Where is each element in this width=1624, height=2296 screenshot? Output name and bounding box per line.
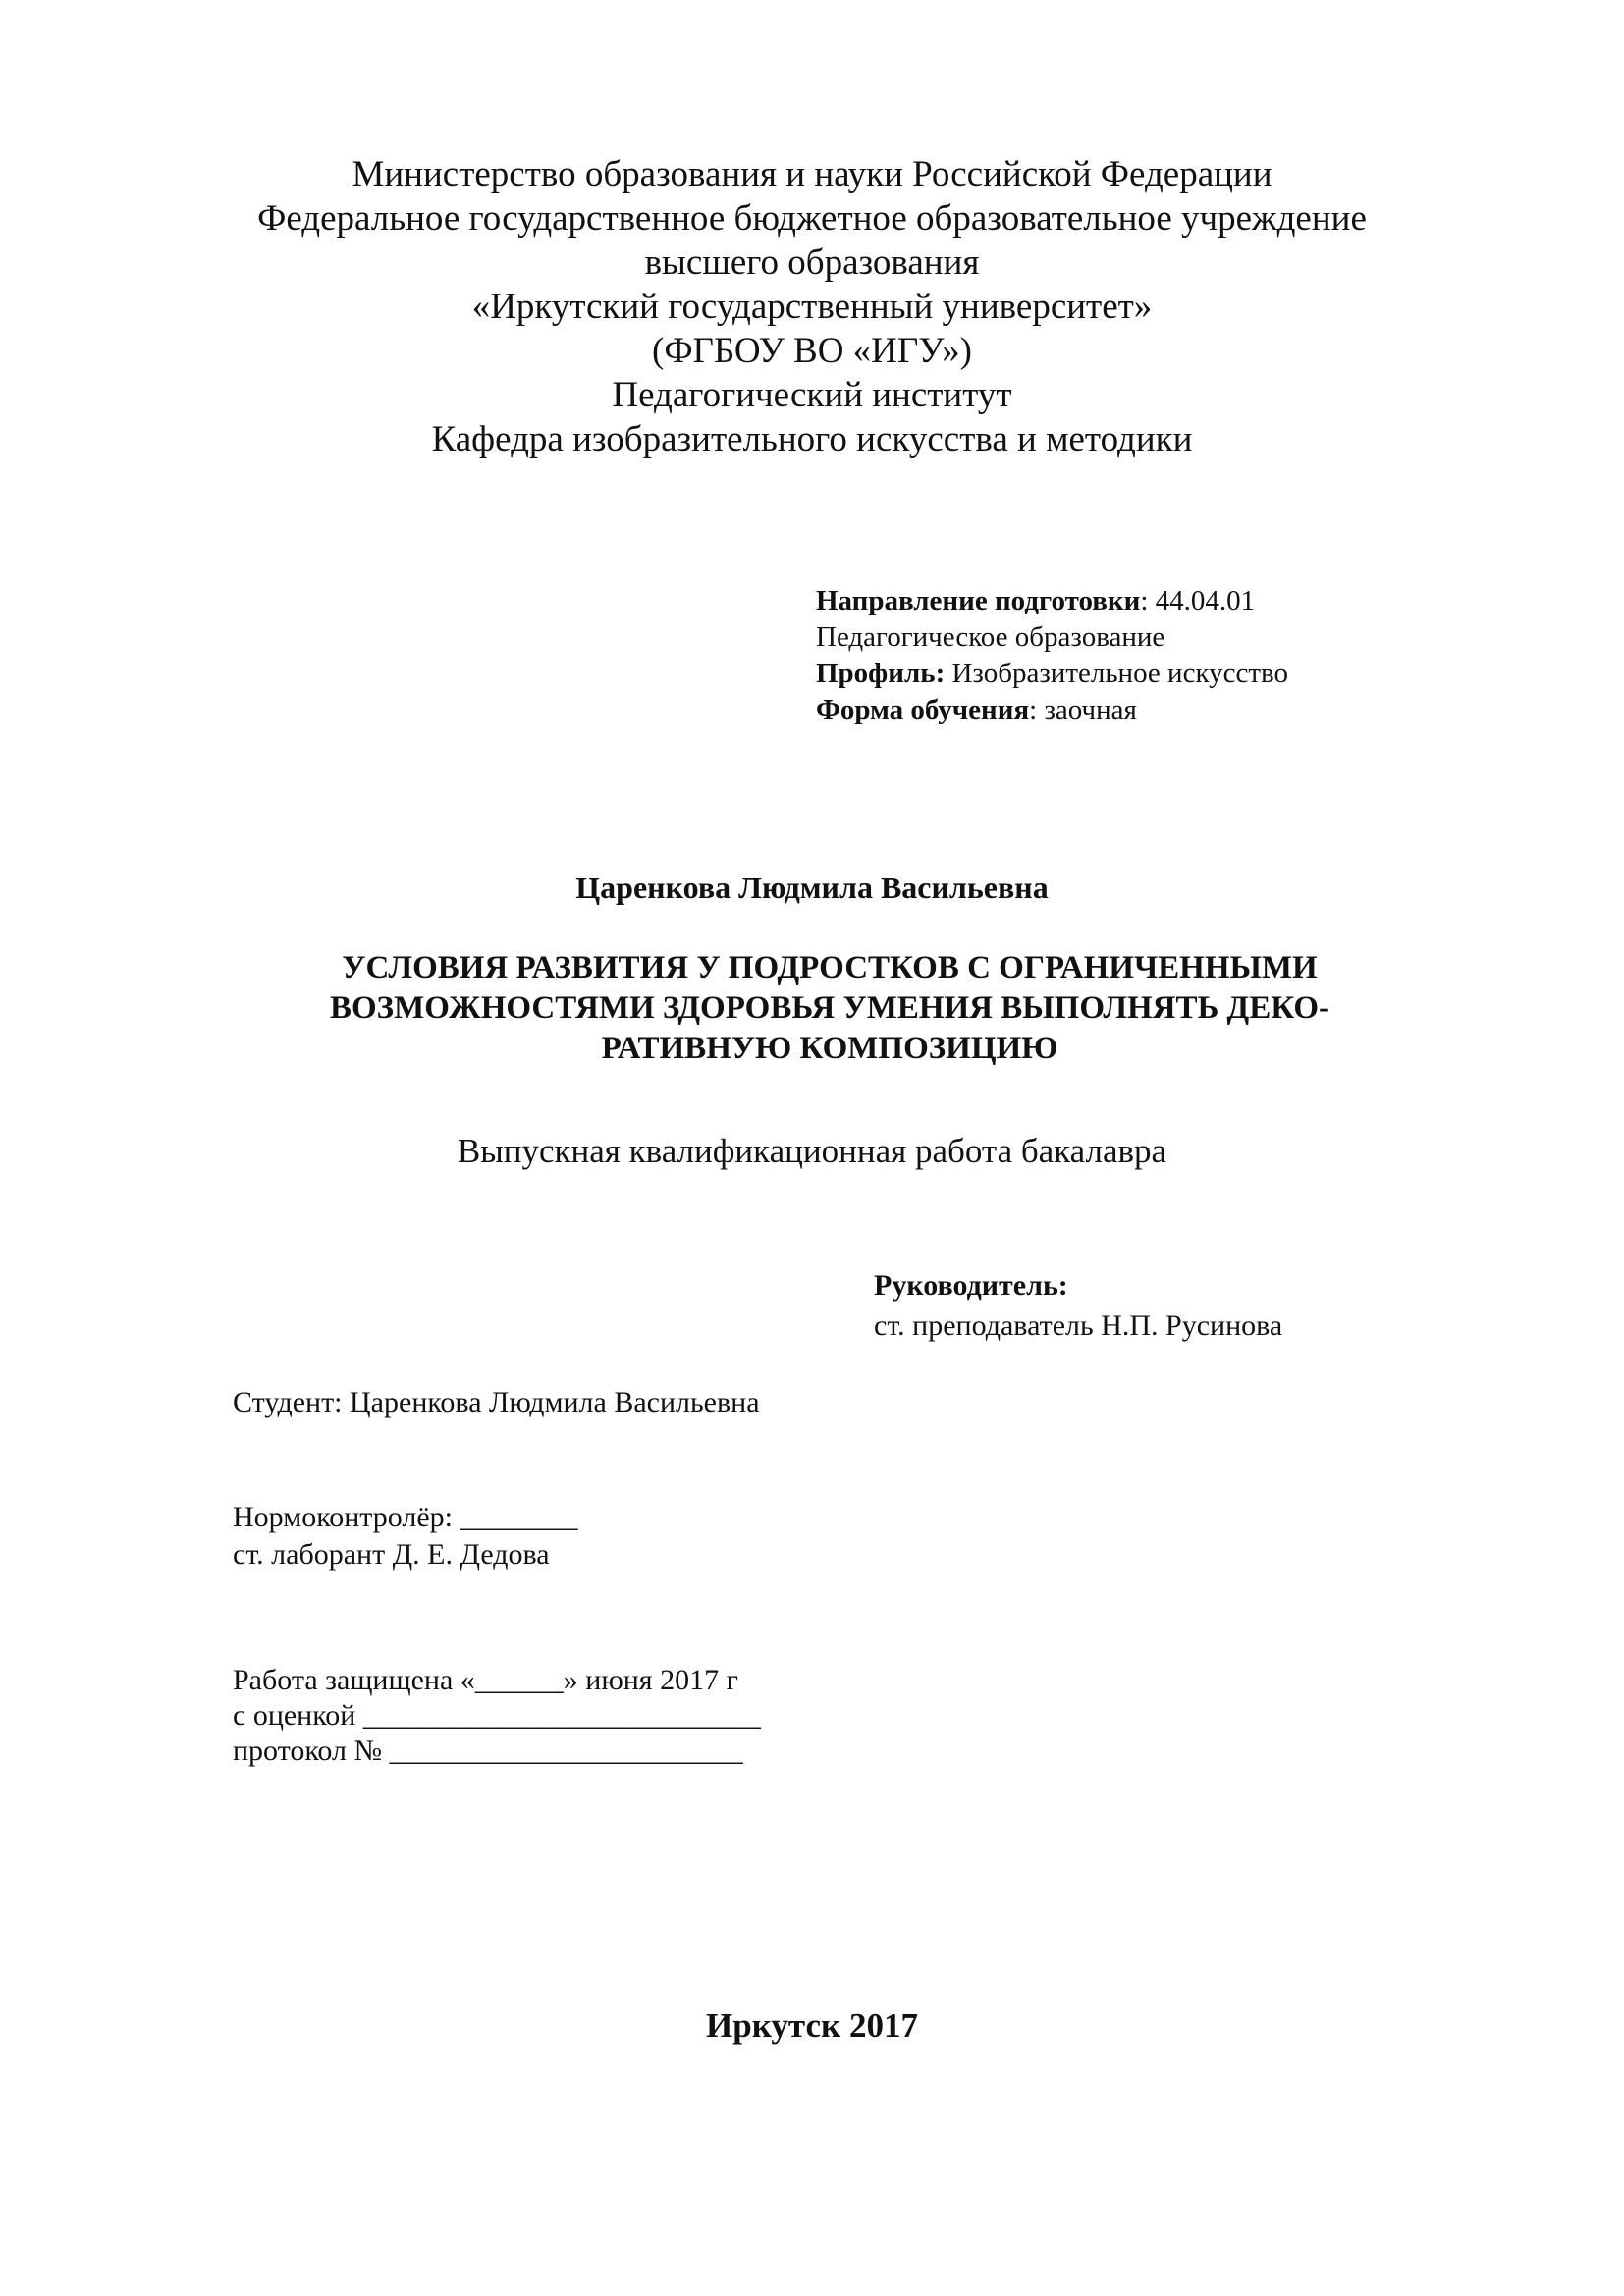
- defense-grade-line: с оценкой ___________________________: [233, 1699, 761, 1732]
- study-direction-block: [816, 583, 1288, 728]
- education-level-line: высшего образования: [644, 242, 980, 283]
- defense-date-line: Работа защищена «______» июня 2017 г: [233, 1664, 738, 1696]
- author-name: Царенкова Людмила Васильевна: [575, 870, 1049, 905]
- normocontrol-person: ст. лаборант Д. Е. Дедова: [233, 1538, 550, 1571]
- thesis-title-line: РАТИВНУЮ КОМПОЗИЦИЮ: [601, 1031, 1058, 1066]
- supervisor-label: Руководитель:: [874, 1269, 1068, 1302]
- city-year: Иркутск 2017: [706, 2006, 918, 2045]
- work-type: Выпускная квалификационная работа бакалавра: [457, 1132, 1167, 1170]
- thesis-title-line: ВОЗМОЖНОСТЯМИ ЗДОРОВЬЯ УМЕНИЯ ВЫПОЛНЯТЬ ДЕКО-: [329, 990, 1330, 1026]
- institution-header: [0, 152, 1624, 461]
- defense-protocol-line: протокол № ________________________: [233, 1735, 743, 1767]
- institute-line: Педагогический институт: [612, 375, 1012, 415]
- thesis-title: [196, 948, 1463, 1069]
- university-name-line: «Иркутский государственный университет»: [471, 287, 1153, 327]
- institution-type-line: Федеральное государственное бюджетное образовательное учреждение: [257, 198, 1367, 239]
- direction-row: [816, 583, 1288, 619]
- supervisor-value: ст. преподаватель Н.П. Русинова: [874, 1309, 1283, 1342]
- profile-value: Изобразительное искусство: [945, 658, 1289, 689]
- normocontrol-line: Нормоконтролёр: ________: [233, 1501, 578, 1533]
- study-form-value: : заочная: [1029, 694, 1137, 725]
- direction-label: Направление подготовки: [816, 585, 1141, 616]
- thesis-title-line: УСЛОВИЯ РАЗВИТИЯ У ПОДРОСТКОВ С ОГРАНИЧЕННЫМИ: [342, 950, 1318, 986]
- normocontrol-block: [233, 1499, 578, 1574]
- university-abbrev-line: (ФГБОУ ВО «ИГУ»): [652, 331, 972, 371]
- study-form-row: [816, 692, 1288, 728]
- department-line: Кафедра изобразительного искусства и методики: [431, 419, 1193, 459]
- profile-row: [816, 656, 1288, 692]
- defense-block: [233, 1663, 761, 1769]
- direction-value: : 44.04.01: [1140, 585, 1256, 616]
- ministry-line: Министерство образования и науки Российской Федерации: [352, 154, 1272, 194]
- study-form-label: Форма обучения: [816, 694, 1030, 725]
- profile-label: Профиль:: [816, 658, 946, 689]
- student-line: Студент: Царенкова Людмила Васильевна: [233, 1386, 760, 1418]
- direction-value-continued: Педагогическое образование: [816, 621, 1165, 653]
- supervisor-block: [874, 1265, 1282, 1346]
